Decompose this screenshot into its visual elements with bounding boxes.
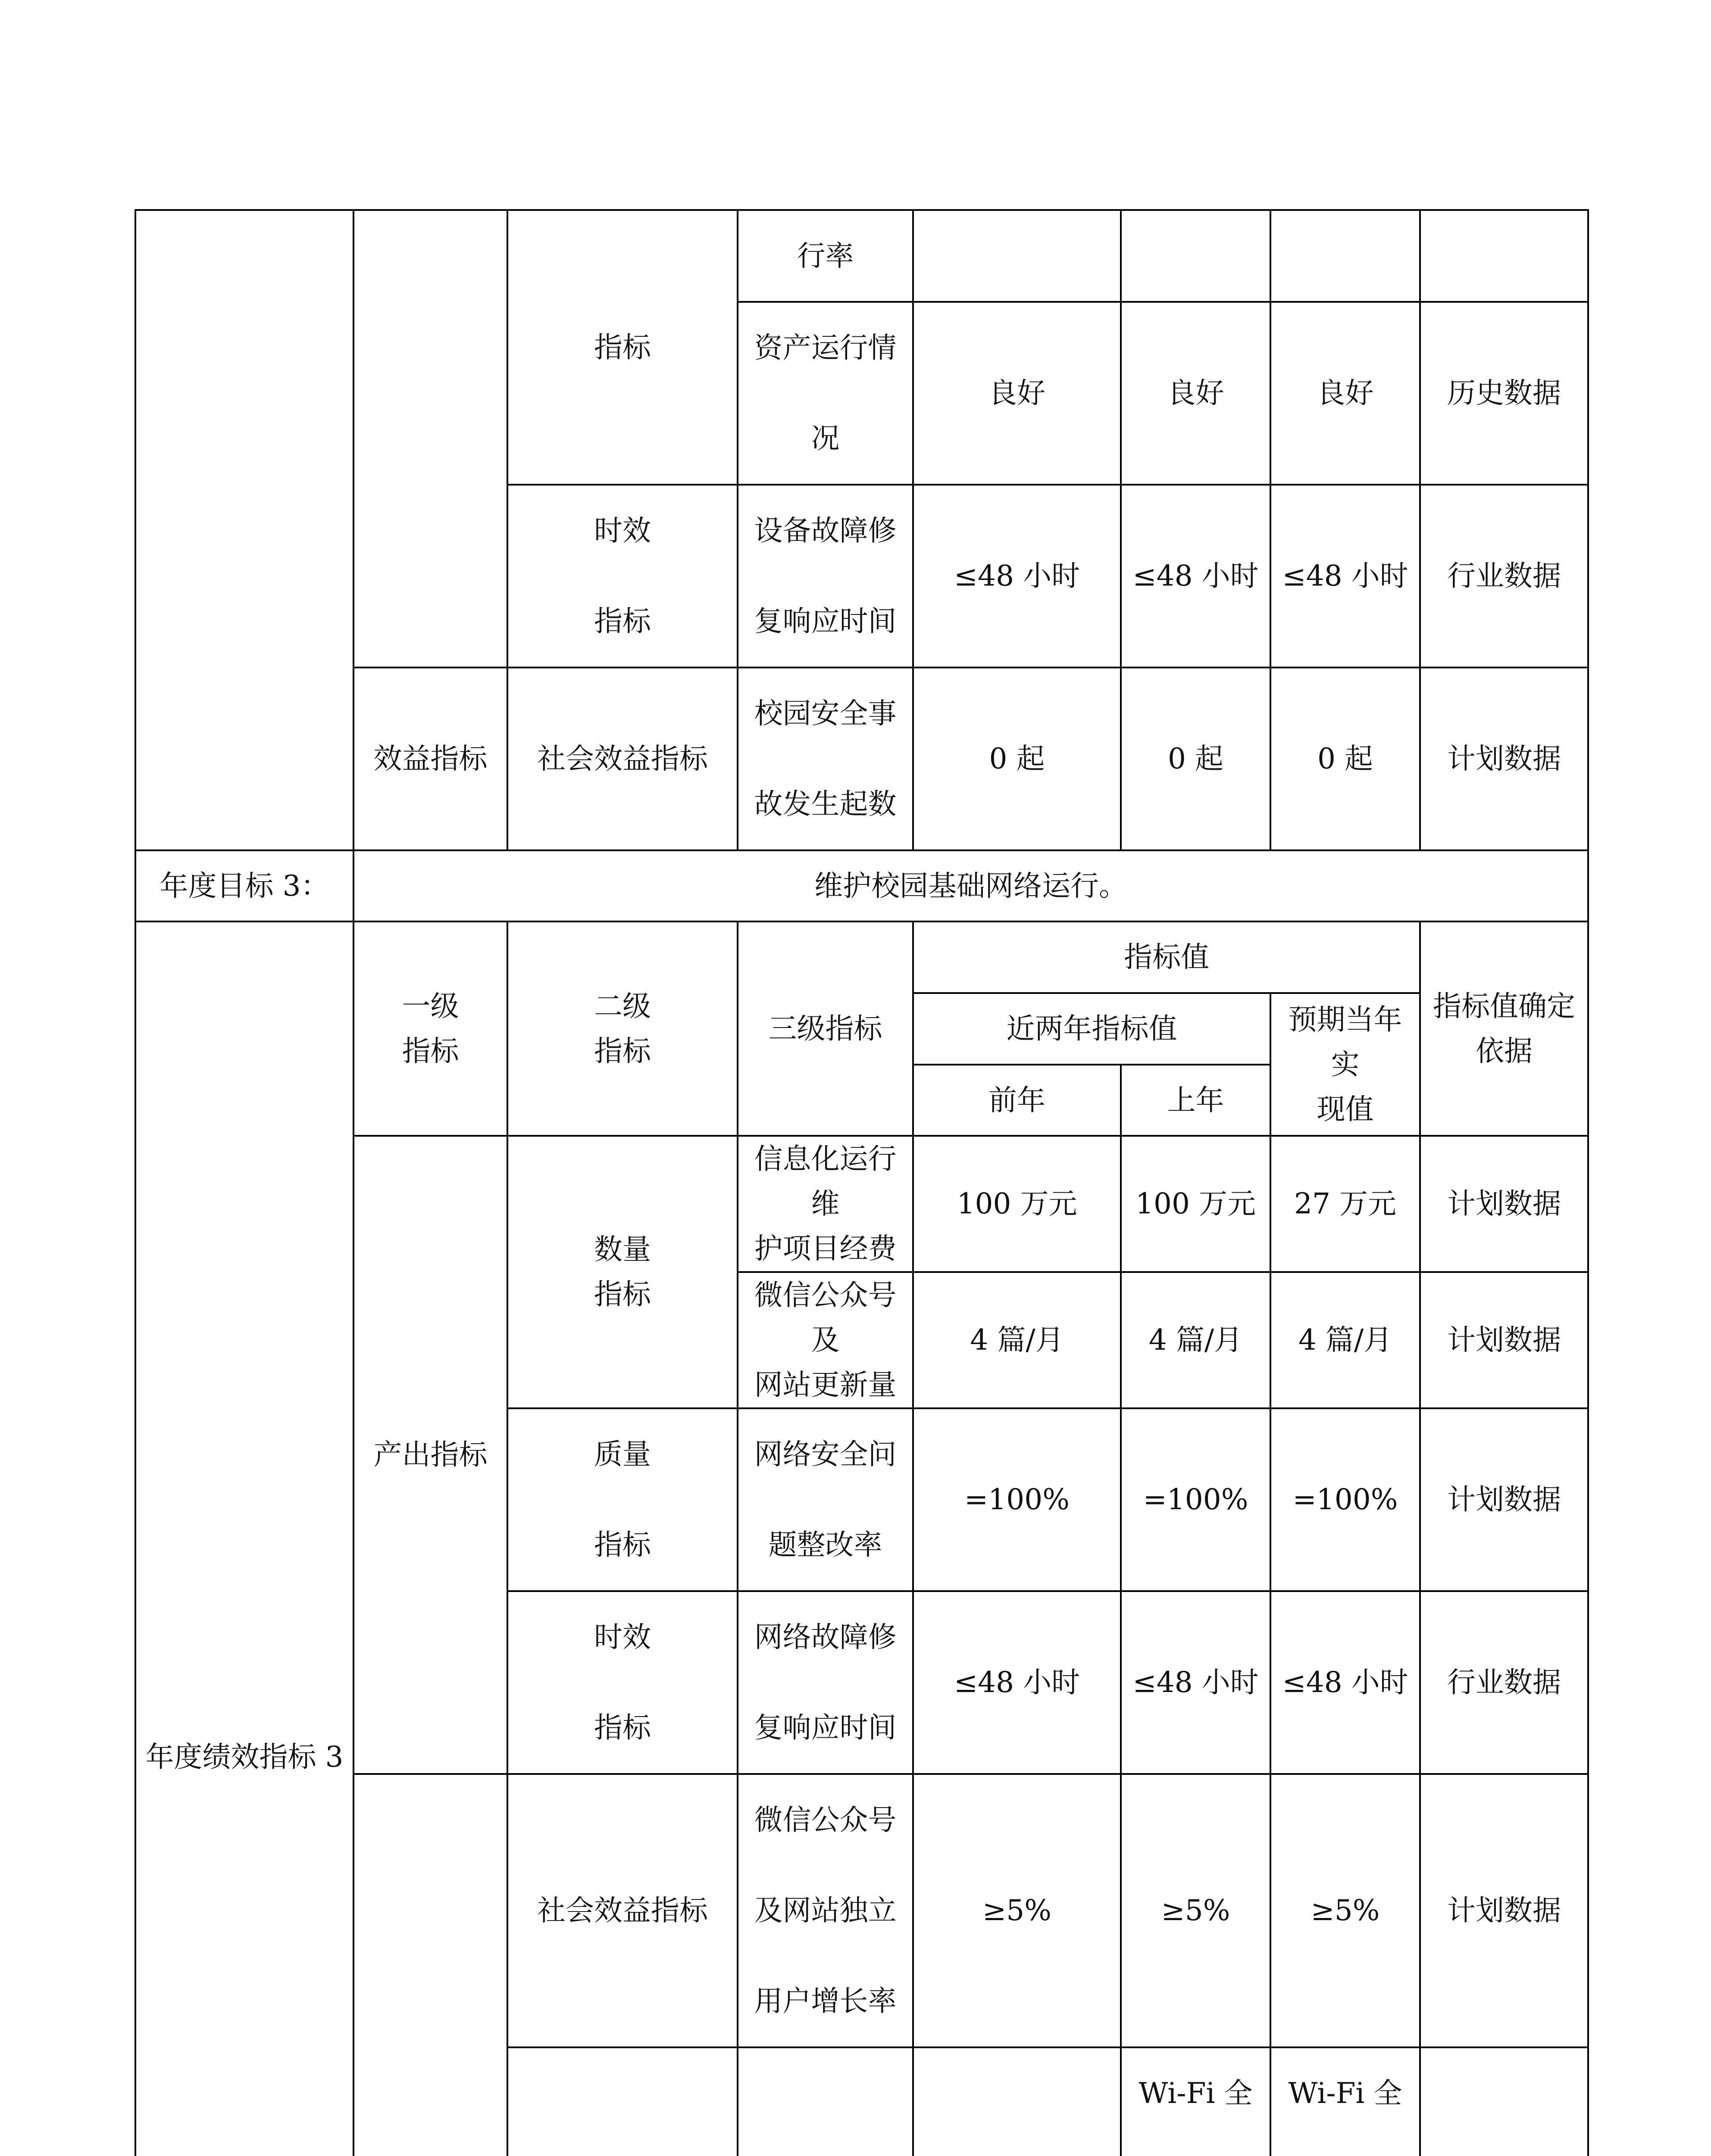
value-cell: =100% <box>1270 1408 1420 1591</box>
output-label: 产出指标 <box>353 1136 507 1774</box>
header-recent-two: 近两年指标值 <box>913 993 1270 1065</box>
value-cell: Wi-Fi 全 <box>1121 2047 1270 2156</box>
basis-cell: 计划数据 <box>1420 1408 1588 1591</box>
empty-cell <box>353 210 507 667</box>
value-cell: ≥5% <box>1270 1774 1420 2047</box>
basis-cell: 行业数据 <box>1420 485 1588 667</box>
perf-label: 年度绩效指标 3 <box>135 921 353 2156</box>
value-cell: ≤48 小时 <box>1121 485 1270 667</box>
level2-cell: 时效 指标 <box>507 1591 738 1774</box>
empty-cell <box>1420 210 1588 302</box>
header-level2: 二级 指标 <box>507 921 738 1136</box>
basis-cell: 计划数据 <box>1420 1272 1588 1408</box>
value-cell: 100 万元 <box>913 1136 1121 1272</box>
level2-cell: 社会效益指标 <box>507 1774 738 2047</box>
empty-cell <box>1270 210 1420 302</box>
table-row <box>135 667 1588 850</box>
level3-cell: 信息化运行维 护项目经费 <box>738 1136 913 1272</box>
performance-table <box>135 209 1589 2156</box>
value-cell: =100% <box>913 1408 1121 1591</box>
level3-cell: 网络安全问 题整改率 <box>738 1408 913 1591</box>
table-row <box>135 850 1588 921</box>
goal-text: 维护校园基础网络运行。 <box>353 850 1588 921</box>
level2-cell <box>507 2047 738 2156</box>
header-expected: 预期当年实 现值 <box>1270 993 1420 1136</box>
basis-cell: 计划数据 <box>1420 1774 1588 2047</box>
benefit-label <box>353 1774 507 2156</box>
level3-cell: 校园安全事 故发生起数 <box>738 667 913 850</box>
level3-cell <box>738 2047 913 2156</box>
table-row <box>135 1774 1588 2047</box>
level3-cell: 资产运行情 况 <box>738 302 913 485</box>
header-last-year: 上年 <box>1121 1065 1270 1136</box>
level3-cell: 微信公众号 及网站独立 用户增长率 <box>738 1774 913 2047</box>
value-cell: 0 起 <box>1121 667 1270 850</box>
value-cell: 0 起 <box>913 667 1121 850</box>
value-cell <box>913 2047 1121 2156</box>
value-cell: 4 篇/月 <box>913 1272 1121 1408</box>
value-cell: =100% <box>1121 1408 1270 1591</box>
level3-cell: 网络故障修 复响应时间 <box>738 1591 913 1774</box>
header-value: 指标值 <box>913 921 1420 993</box>
level2-cell: 指标 <box>507 210 738 485</box>
table-row <box>135 210 1588 302</box>
empty-cell <box>135 210 353 850</box>
value-cell: 100 万元 <box>1121 1136 1270 1272</box>
header-basis: 指标值确定 依据 <box>1420 921 1588 1136</box>
value-cell: ≥5% <box>1121 1774 1270 2047</box>
value-cell: ≤48 小时 <box>1270 1591 1420 1774</box>
value-cell: 良好 <box>1270 302 1420 485</box>
value-cell: 0 起 <box>1270 667 1420 850</box>
value-cell: 良好 <box>1121 302 1270 485</box>
value-cell: ≤48 小时 <box>913 1591 1121 1774</box>
empty-cell <box>1121 210 1270 302</box>
level3-cell: 行率 <box>738 210 913 302</box>
value-cell: Wi-Fi 全 <box>1270 2047 1420 2156</box>
value-cell: 27 万元 <box>1270 1136 1420 1272</box>
basis-cell: 历史数据 <box>1420 302 1588 485</box>
value-cell: 4 篇/月 <box>1270 1272 1420 1408</box>
table-row <box>135 1136 1588 1272</box>
level2-cell: 质量 指标 <box>507 1408 738 1591</box>
level2-cell: 时效 指标 <box>507 485 738 667</box>
header-level3: 三级指标 <box>738 921 913 1136</box>
goal-label: 年度目标 3： <box>135 850 353 921</box>
basis-cell <box>1420 2047 1588 2156</box>
header-level1: 一级 指标 <box>353 921 507 1136</box>
level2-cell: 数量 指标 <box>507 1136 738 1408</box>
value-cell: 4 篇/月 <box>1121 1272 1270 1408</box>
level2-cell: 社会效益指标 <box>507 667 738 850</box>
value-cell: ≤48 小时 <box>1270 485 1420 667</box>
value-cell: 良好 <box>913 302 1121 485</box>
level3-cell: 设备故障修 复响应时间 <box>738 485 913 667</box>
table-row <box>135 921 1588 993</box>
value-cell: ≤48 小时 <box>1121 1591 1270 1774</box>
level1-cell: 效益指标 <box>353 667 507 850</box>
value-cell: ≤48 小时 <box>913 485 1121 667</box>
basis-cell: 计划数据 <box>1420 667 1588 850</box>
value-cell: ≥5% <box>913 1774 1121 2047</box>
basis-cell: 行业数据 <box>1420 1591 1588 1774</box>
basis-cell: 计划数据 <box>1420 1136 1588 1272</box>
level3-cell: 微信公众号及 网站更新量 <box>738 1272 913 1408</box>
header-prev-year: 前年 <box>913 1065 1121 1136</box>
empty-cell <box>913 210 1121 302</box>
